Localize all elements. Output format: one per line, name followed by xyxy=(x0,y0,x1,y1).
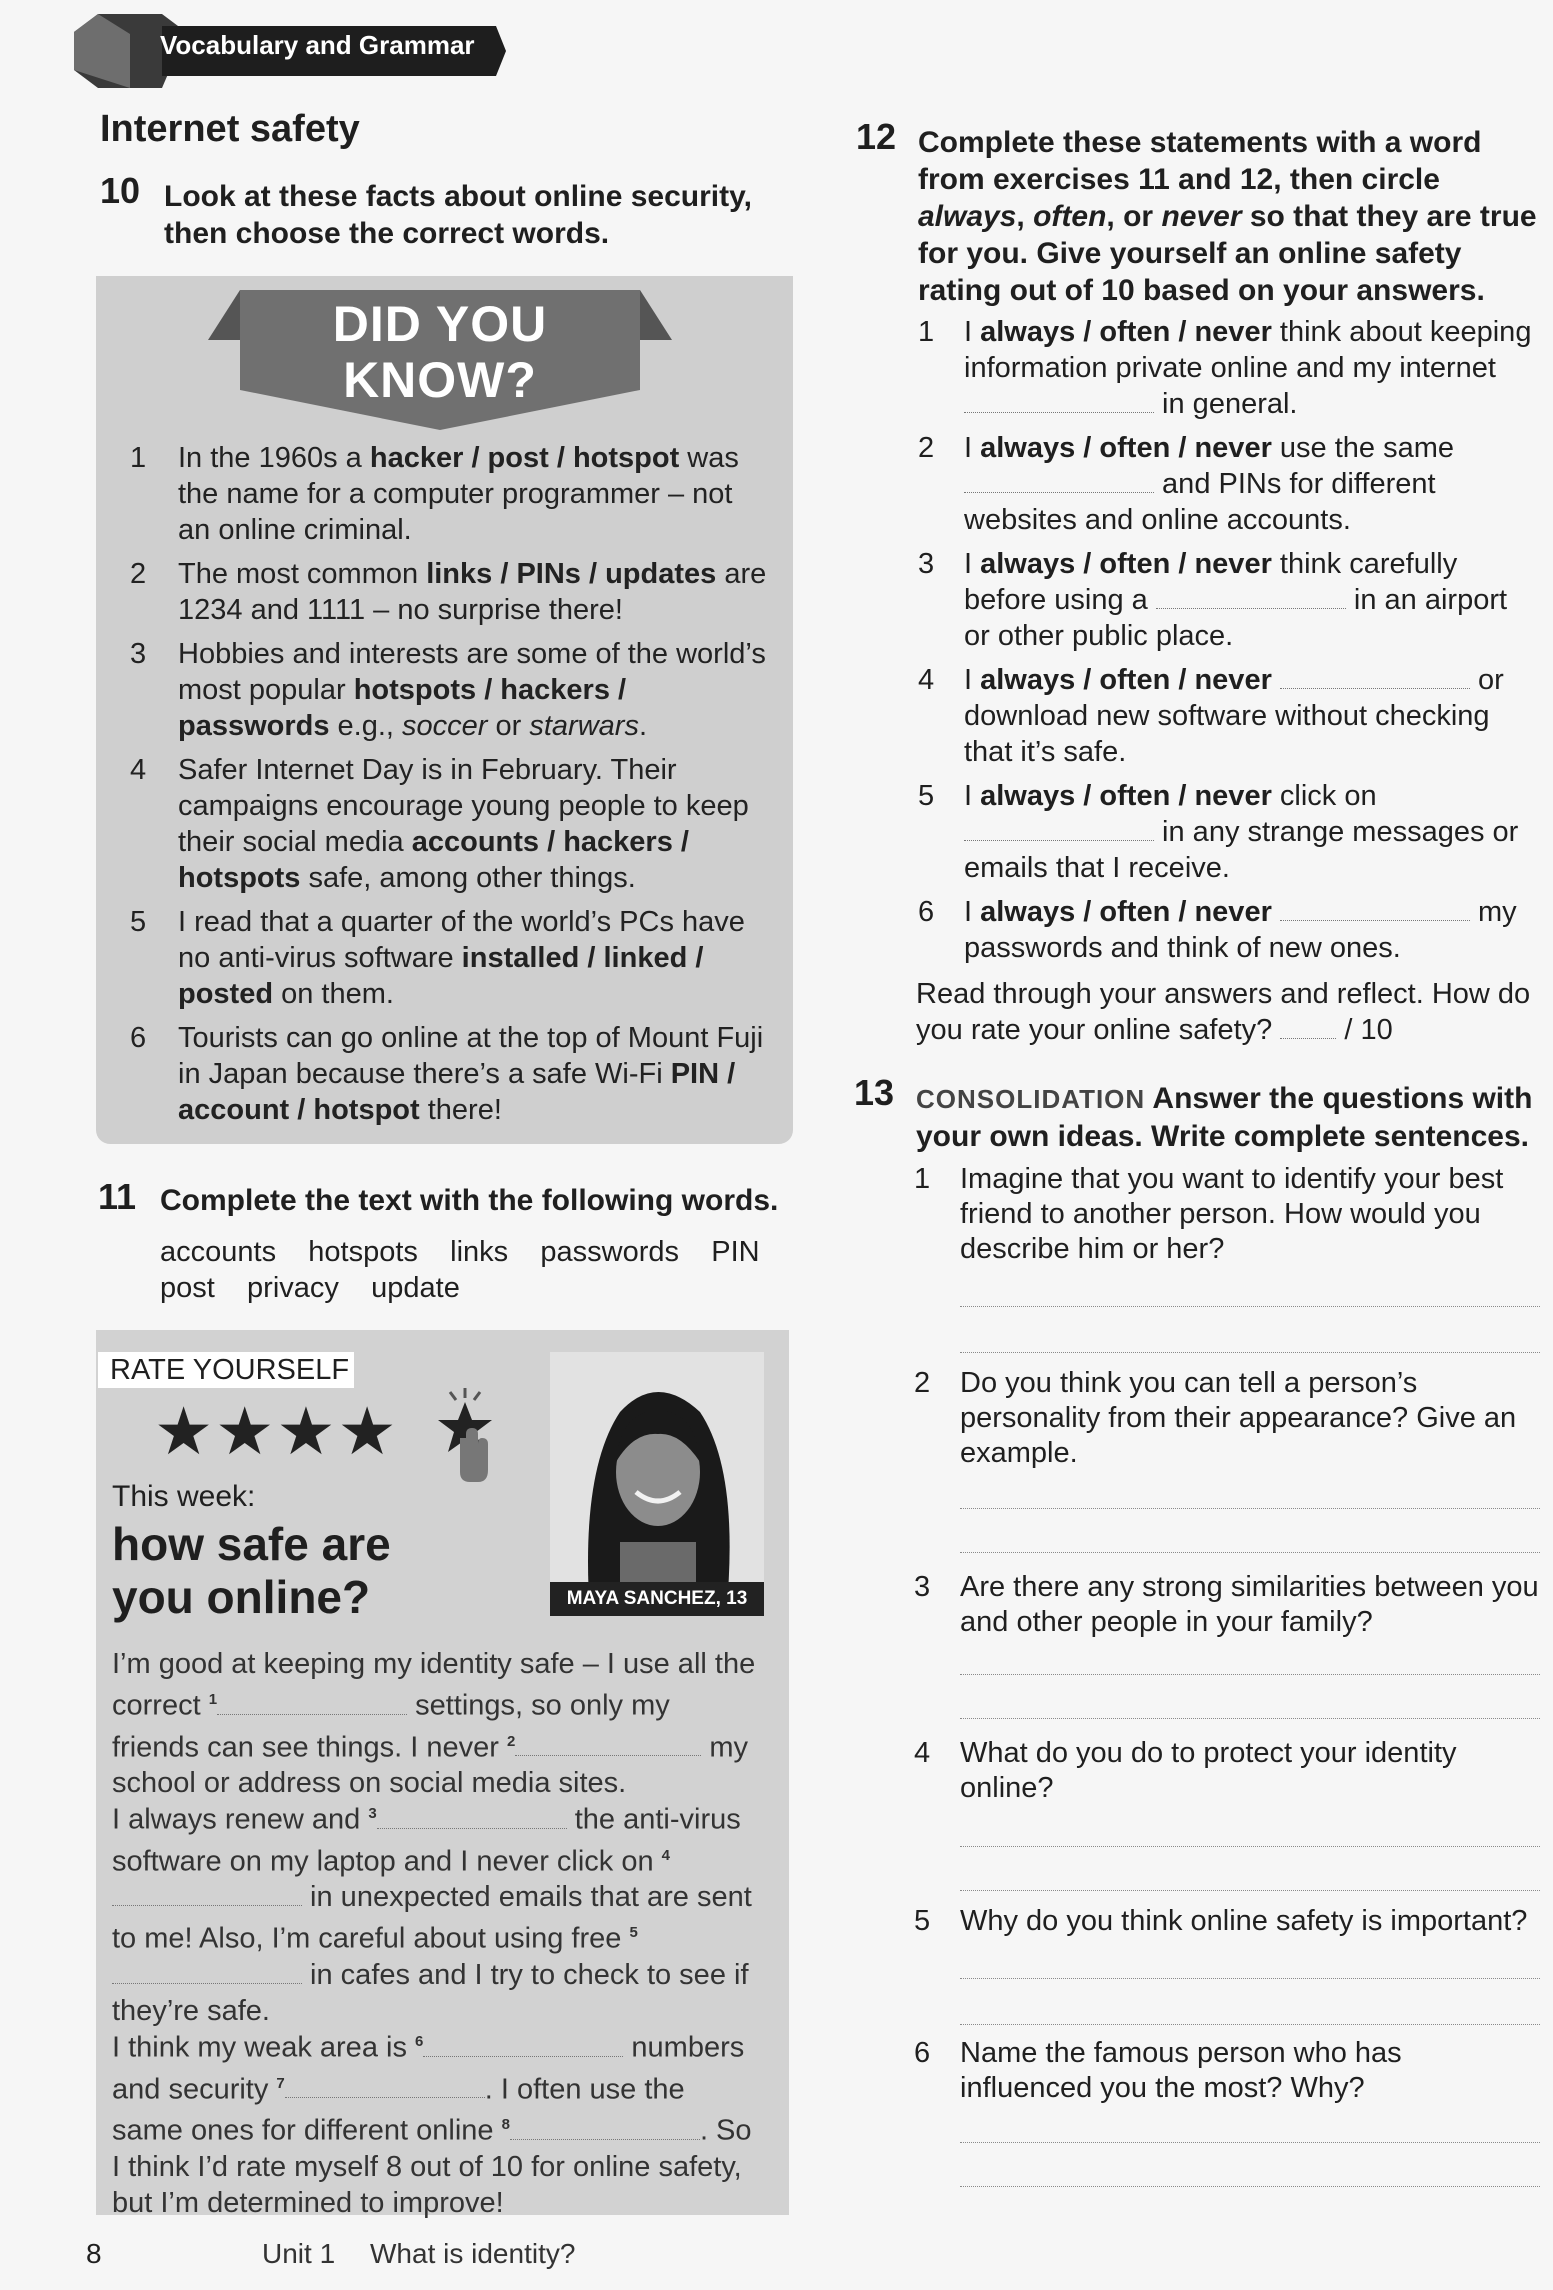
exercise-11-number: 11 xyxy=(98,1176,137,1217)
section-tag: Vocabulary and Grammar xyxy=(160,30,475,60)
answer-line[interactable] xyxy=(960,1718,1540,1719)
blank-12-4[interactable] xyxy=(1280,662,1470,689)
list-item: 6 Tourists can go online at the top of Mount Fuji in Japan because there’s a safe Wi-Fi PIN / account / hotspot there! xyxy=(130,1022,764,1126)
question-item: 6 Name the famous person who has influenced you the most? Why? xyxy=(914,2037,1402,2104)
answer-line[interactable] xyxy=(960,1552,1540,1553)
page-number: 8 xyxy=(86,2238,102,2269)
blank-12-1[interactable] xyxy=(964,386,1154,413)
frequency-choice[interactable]: always / often / never xyxy=(980,432,1272,464)
frequency-choice[interactable]: always / often / never xyxy=(980,316,1272,348)
profile-photo xyxy=(550,1352,764,1616)
list-item: 3 I always / often / never think carefully before using a in an airport or other public place. xyxy=(918,548,1508,652)
word-choice[interactable]: PIN / account / hotspot xyxy=(178,1058,736,1126)
answer-line[interactable] xyxy=(960,1352,1540,1353)
word-choice[interactable]: hacker / post / hotspot xyxy=(369,442,680,474)
exercise-12-number: 12 xyxy=(856,116,897,157)
blank-12-2[interactable] xyxy=(964,466,1154,493)
question-item: 4 What do you do to protect your identity online? xyxy=(914,1737,1457,1804)
rate-yourself-label: RATE YOURSELF xyxy=(98,1352,354,1388)
word-choice[interactable]: installed / linked / posted xyxy=(178,942,704,1010)
answer-line[interactable] xyxy=(960,2186,1540,2187)
blank-6[interactable] xyxy=(423,2030,623,2057)
blank-1[interactable] xyxy=(217,1688,407,1715)
question-item: 1 Imagine that you want to identify your best friend to another person. How would you describe him or her? xyxy=(914,1163,1504,1265)
word-choice[interactable]: links / PINs / updates xyxy=(426,558,717,590)
list-item: 5 I always / often / never click on in any strange messages or emails that I receive. xyxy=(918,780,1519,884)
question-item: 3 Are there any strong similarities between you and other people in your family? xyxy=(914,1571,1539,1638)
blank-7[interactable] xyxy=(285,2071,485,2098)
question-item: 2 Do you think you can tell a person’s personality from their appearance? Give an example. xyxy=(914,1367,1517,1469)
list-item: 1 In the 1960s a hacker / post / hotspot was the name for a computer programmer – not an online criminal. xyxy=(130,442,739,546)
exercise-13-instruction: CONSOLIDATION Answer the questions with your own ideas. Write complete sentences. xyxy=(916,1082,1533,1153)
list-item: 1 I always / often / never think about keeping information private online and my internet in general. xyxy=(918,316,1532,420)
list-item: 4 I always / often / never or download new software without checking that it’s safe. xyxy=(918,664,1504,768)
rating-stars-icon: ★★★★ xyxy=(154,1394,399,1468)
blank-12-5[interactable] xyxy=(964,814,1154,841)
list-item: 3 Hobbies and interests are some of the world’s most popular hotspots / hackers / passwords e.g., soccer or starwars. xyxy=(130,638,766,742)
answer-line[interactable] xyxy=(960,1306,1540,1307)
exercise-11-instruction: Complete the text with the following words. xyxy=(160,1184,779,1217)
word-choice[interactable]: accounts / hackers / hotspots xyxy=(178,826,689,894)
blank-2[interactable] xyxy=(515,1729,701,1756)
blank-3[interactable] xyxy=(377,1802,567,1829)
answer-line[interactable] xyxy=(960,1674,1540,1675)
word-bank-line-1: accounts hotspots links passwords PIN xyxy=(160,1236,760,1268)
blank-12-3[interactable] xyxy=(1156,582,1346,609)
word-choice[interactable]: hotspots / hackers / passwords xyxy=(178,674,627,742)
word-bank-line-2: post privacy update xyxy=(160,1272,460,1304)
exercise-12-instruction: Complete these statements with a word from exercises 11 and 12, then circle always, often, or never so that they are true for you. Give yourself an online safety rating out of 10 based on your answers. xyxy=(918,126,1537,307)
frequency-choice[interactable]: always / often / never xyxy=(980,548,1272,580)
question-item: 5 Why do you think online safety is important? xyxy=(914,1905,1528,1937)
answer-line[interactable] xyxy=(960,1890,1540,1891)
answer-line[interactable] xyxy=(960,1978,1540,1979)
blank-8[interactable] xyxy=(510,2113,700,2140)
blank-5[interactable] xyxy=(112,1957,302,1984)
exercise-10-number: 10 xyxy=(100,170,141,211)
article-paragraph-1: I’m good at keeping my identity safe – I use all the correct $^1$ settings, so only my friends can see things. I never $^2$ my school or address on social media sites. xyxy=(112,1648,756,1800)
unit-title: What is identity? xyxy=(370,2238,576,2269)
section-title: Internet safety xyxy=(100,108,360,150)
unit-label: Unit 1 xyxy=(262,2238,336,2269)
frequency-choice[interactable]: always / often / never xyxy=(980,664,1272,696)
list-item: 5 I read that a quarter of the world’s PCs have no anti-virus software installed / linked / posted on them. xyxy=(130,906,745,1010)
photo-caption: MAYA SANCHEZ, 13 xyxy=(550,1582,764,1616)
half-star-hand-icon xyxy=(430,1386,500,1486)
consolidation-tag: CONSOLIDATION xyxy=(916,1084,1146,1114)
answer-line[interactable] xyxy=(960,1846,1540,1847)
exercise-13-number: 13 xyxy=(854,1072,895,1113)
list-item: 6 I always / often / never my passwords and think of new ones. xyxy=(918,896,1517,964)
rating-blank[interactable] xyxy=(1280,1012,1336,1039)
article-paragraph-3: I think my weak area is $^6$ numbers and security $^7$ . I often use the same ones for different online $^8$ . So I think I’d rate myself 8 out of 10 for online safety, but I’m determined to improve! xyxy=(112,2031,752,2219)
did-you-know-title: DID YOU KNOW? xyxy=(332,296,548,408)
exercise-10-instruction: Look at these facts about online security, then choose the correct words. xyxy=(164,180,752,250)
answer-line[interactable] xyxy=(960,2142,1540,2143)
this-week-label: This week: xyxy=(112,1480,256,1513)
frequency-choice[interactable]: always / often / never xyxy=(980,780,1272,812)
answer-line[interactable] xyxy=(960,1508,1540,1509)
article-paragraph-2: I always renew and $^3$ the anti-virus software on my laptop and I never click on $^4$ in unexpected emails that are sent to me! Also, I’m careful about using free $^5$ in cafes and I try to check to see if they’re safe. xyxy=(112,1803,752,2027)
list-item: 4 Safer Internet Day is in February. Their campaigns encourage young people to keep their social media accounts / hackers / hotspots safe, among other things. xyxy=(130,754,749,894)
blank-12-6[interactable] xyxy=(1280,894,1470,921)
frequency-choice[interactable]: always / often / never xyxy=(980,896,1272,928)
reflection-text: Read through your answers and reflect. How do you rate your online safety? / 10 xyxy=(916,978,1531,1046)
article-headline: how safe are you online? xyxy=(112,1518,391,1623)
list-item: 2 I always / often / never use the same and PINs for different websites and online accounts. xyxy=(918,432,1455,536)
list-item: 2 The most common links / PINs / updates are 1234 and 1111 – no surprise there! xyxy=(130,558,767,626)
blank-4[interactable] xyxy=(112,1879,302,1906)
answer-line[interactable] xyxy=(960,2024,1540,2025)
